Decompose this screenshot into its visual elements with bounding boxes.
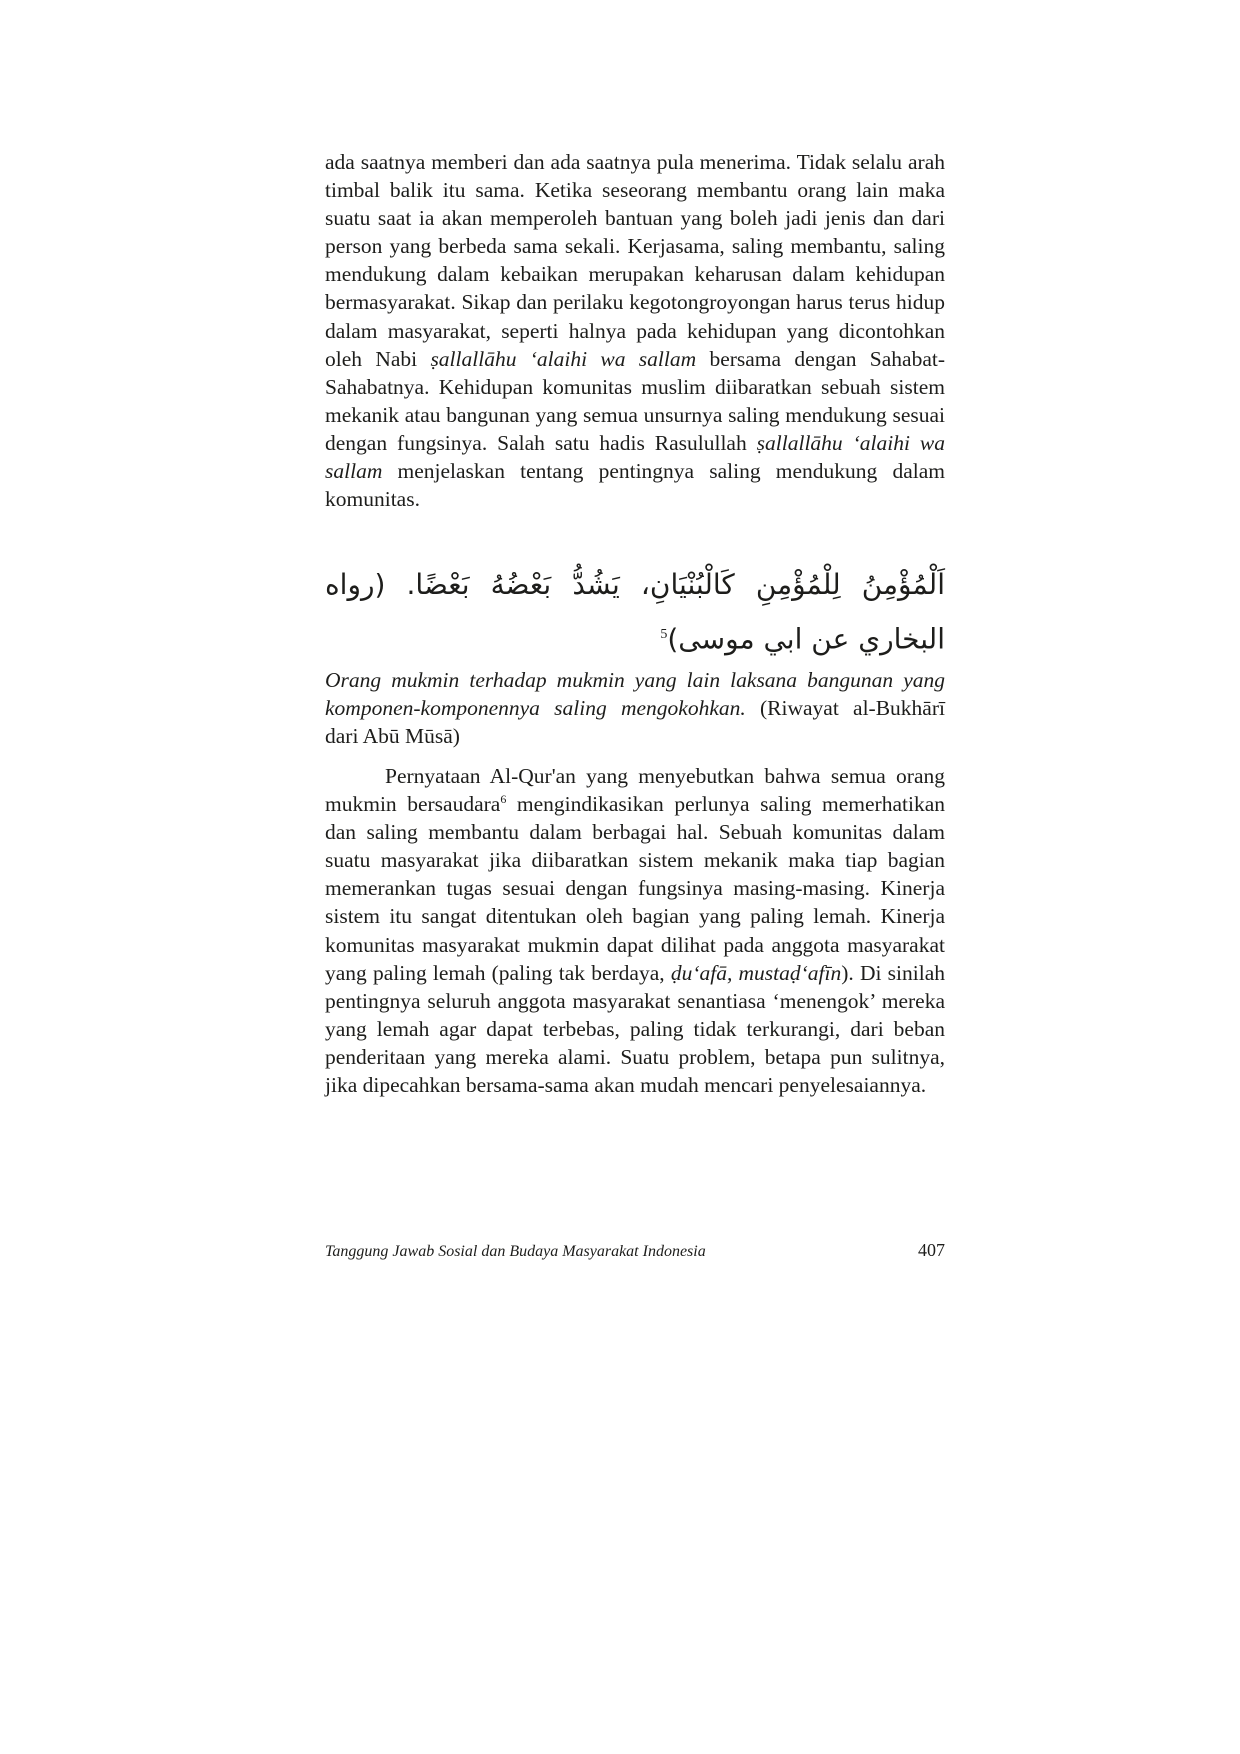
salawat-italic-1: ṣallallāhu ‘alaihi wa sallam <box>430 346 697 371</box>
paragraph-1-text <box>325 148 945 513</box>
paragraph-1-text-a: ada saatnya memberi dan ada saatnya pula menerima. Tidak selalu arah timbal balik itu sama. Ketika seseorang membantu orang lain maka suatu saat ia akan memperoleh bantuan yang boleh jadi jenis dan dari person yang berbeda sama sekali. Kerjasama, saling membantu, saling mendukung dalam kebaikan merupakan keharusan dalam kehidupan bermasyarakat. Sikap dan perilaku kegotongroyongan harus terus hidup dalam masyarakat, seperti halnya pada kehidupan yang dicontohkan oleh Nabi <box>325 150 945 371</box>
paragraph-2-italic: ḍu‘afā, mustaḍ‘afīn <box>670 960 842 985</box>
paragraph-2-text-b: mengindikasikan perlunya saling memerhatikan dan saling membantu dalam berbagai hal. Sebuah komunitas dalam suatu masyarakat jika diibaratkan sistem mekanik maka tiap bagian memerankan tugas sesuai dengan fungsinya masing-masing. Kinerja sistem itu sangat ditentukan oleh bagian yang paling lemah. Kinerja komunitas masyarakat mukmin dapat dilihat pada anggota masyarakat yang paling lemah (paling tak berdaya, <box>325 792 945 985</box>
paragraph-2-text-a: Pernyataan Al-Qur'an yang menyebutkan bahwa semua orang mukmin bersaudara <box>325 764 945 817</box>
translation-italic: Orang mukmin terhadap mukmin yang lain laksana bangunan yang komponen-komponennya saling mengokohkan. <box>325 668 945 721</box>
running-footer-title: Tanggung Jawab Sosial dan Budaya Masyarakat Indonesia <box>325 1243 706 1260</box>
hadith-translation <box>325 666 945 750</box>
page-number: 407 <box>918 1240 945 1260</box>
hadith-arabic-text: اَلْمُؤْمِنُ لِلْمُؤْمِنِ كَالْبُنْيَانِ، يَشُدُّ بَعْضُهُ بَعْضًا. (رواه البخاري عن ابي موسى) <box>325 568 945 656</box>
paragraph-1-text-c: menjelaskan tentang pentingnya saling mendukung dalam komunitas. <box>325 459 945 512</box>
paragraph-2-text <box>325 762 945 1099</box>
page-footer <box>325 1240 945 1261</box>
footnote-marker-5: 5 <box>660 627 668 642</box>
translation-text <box>325 666 945 750</box>
paragraph-2-text-c: ). Di sinilah pentingnya seluruh anggota masyarakat senantiasa ‘menengok’ mereka yang lemah agar dapat terbebas, paling tidak terkurangi, dari beban penderitaan yang mereka alami. Suatu problem, betapa pun sulitnya, jika dipecahkan bersama-sama akan mudah mencari penyelesaiannya. <box>325 960 945 1098</box>
salawat-italic-2: ṣallallāhu ‘alaihi wa sallam <box>325 430 945 484</box>
translation-source: (Riwayat al-Bukhārī dari Abū Mūsā) <box>325 696 945 749</box>
paragraph-1 <box>325 148 945 513</box>
footnote-marker-6: 6 <box>500 791 507 806</box>
paragraph-1-text-b: bersama dengan Sahabat-Sahabatnya. Kehidupan komunitas muslim diibaratkan sebuah sistem mekanik atau bangunan yang semua unsurnya saling mendukung sesuai dengan fungsinya. Salah satu hadis Rasulullah <box>325 346 945 455</box>
hadith-arabic <box>325 560 945 664</box>
paragraph-2 <box>325 762 945 1099</box>
